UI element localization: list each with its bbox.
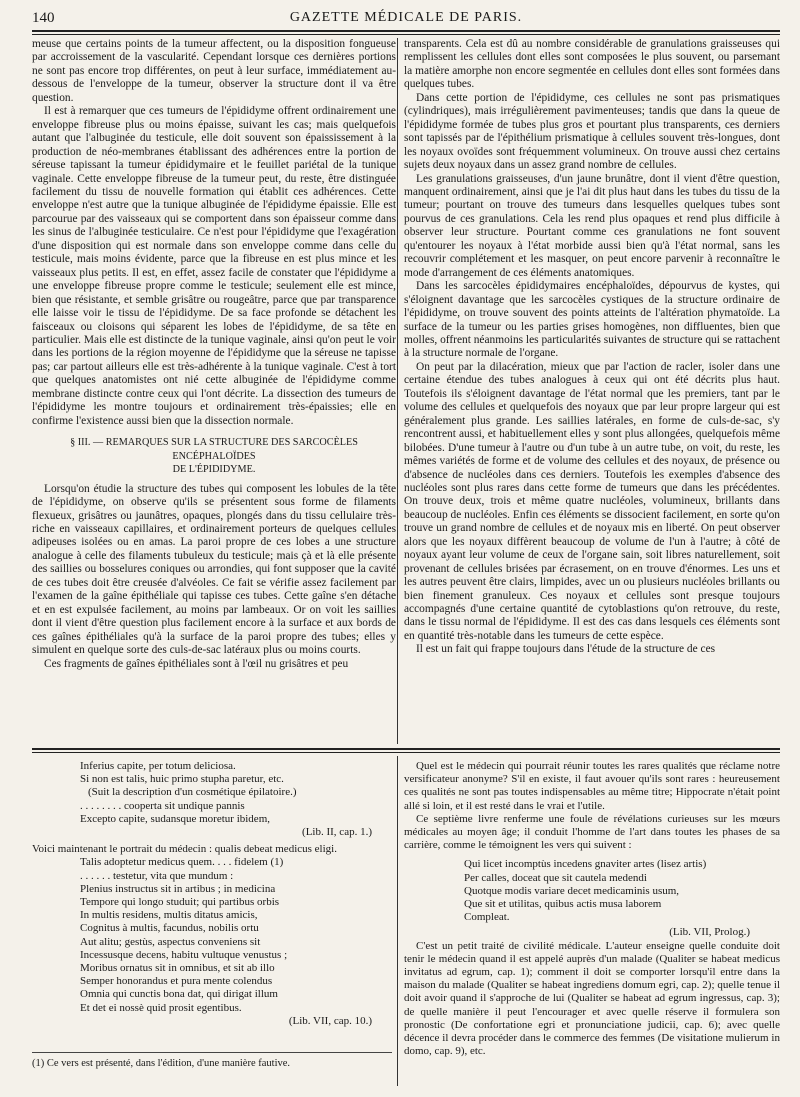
paragraph: Ce septième livre renferme une foule de révélations curieuses sur les mœurs médicales au moyen âge; il conduit l'homme de l'art dans toutes les phases de sa carrière, comme le témoignent les vers qui suivent : [404, 812, 780, 852]
verse-line: Cognitus à multis, facundus, nobilis ortu [80, 922, 259, 935]
verse-line: Quotque modis variare decet medicaminis usum, [464, 884, 680, 897]
feuilleton-left [32, 760, 392, 1030]
verse-line: . . . . . . . . cooperta sit undique pannis [80, 799, 245, 812]
feuilleton-right [404, 760, 780, 1058]
verse-line: Omnia qui cunctis bona dat, qui dirigat illum [80, 988, 278, 1001]
feuilleton-rule [32, 748, 780, 750]
verse-reference: (Lib. VII, cap. 10.) [288, 1014, 372, 1027]
paragraph: Il est à remarquer que ces tumeurs de l'épididyme offrent ordinairement une enveloppe fibreuse plus ou moins épaisse, suivant les cas; mais quelquefois autant que l'albuginée du testicule, elle doit souvent son épaississement à la production de néo-membranes établissant des adhérences entre la portion de séreuse tapissant la tumeur épididymaire et le feuillet pariétal de la tunique vaginale. Cette enveloppe fibreuse de la tumeur peut, du reste, être distinguée facilement du tissu de nouvelle formation qui établit ces adhérences. Cette enveloppe n'est autre que la tunique albuginée de l'épididyme épaissie. Elle est parcourue par des vaisseaux qui se comportent dans son épaisseur comme dans les sinus de l'albuginée testiculaire. Ce n'est pour l'épididyme que l'exagération d'une disposition qui est normale dans son enveloppe comme dans celle du testicule, mais moins évidente, parce que la fibreuse en est plus mince et les vaisseaux plus petits. Il est, en effet, assez facile de constater que l'épididyme a une enveloppe fibreuse propre comme le testicule; seulement elle est mince, bien que résistante, et semble grisâtre ou rougeâtre, parce que par transparence elle laisse voir le tissu de l'épididyme. De sa face profonde se détachent les faisceaux ou cloisons qui séparent les lobes de l'épididyme, de sa tête en particulier. Mais elle est distincte de la tunique vaginale, ainsi qu'on peut le voir dans les portions de la région moyenne de l'épididyme que la séreuse ne tapisse pas; car partout ailleurs elle est très-adhérente à la tunique vaginale. C'est à tort que quelques anatomistes ont nié cette albuginée de l'épididyme comme membrane distincte contre ceux qui l'ont décrite. La dissection des tumeurs de l'épididyme les montre toujours et ordinairement très-épaissies; elle en confirme l'existence aussi bien que la dissection normale. [32, 105, 396, 427]
journal-title: GAZETTE MÉDICALE DE PARIS. [289, 10, 523, 25]
footnote: (1) Ce vers est présenté, dans l'édition, d'une manière fautive. [32, 1058, 291, 1069]
feuilleton-divider [397, 756, 398, 1086]
paragraph: meuse que certains points de la tumeur affectent, ou la disposition fongueuse par accroissement de la vascularité. Cependant lorsque ces dernières portions ne sont pas encore trop différentes, on peut à leur surface, immédiatement au-dessous de l'enveloppe de la tumeur, observer la structure dont il va être question. [32, 38, 396, 104]
paragraph: Ces fragments de gaînes épithéliales sont à l'œil nu grisâtres et peu [44, 657, 349, 670]
verse-line: Inferius capite, per totum deliciosa. [80, 760, 236, 772]
footnote-rule [32, 1052, 392, 1053]
paragraph: Quel est le médecin qui pourrait réunir toutes les rares qualités que réclame notre versificateur anonyme? S'il en existe, il faut avouer qu'ils sont rares : heureusement ces qualités ne sont pas toutes indispensables au même titre; Hippocrate n'était point allé si loin, et il est resté dans le vrai et l'utile. [404, 760, 780, 812]
verse-line: Moribus ornatus sit in omnibus, et sit ab illo [80, 962, 275, 975]
verse-reference: (Lib. II, cap. 1.) [302, 826, 372, 839]
paragraph: Dans les sarcocèles épididymaires encéphaloïdes, dépourvus de kystes, qui s'éloignent davantage que les sarcocèles cystiques de la structure ordinaire de l'épididyme, on trouve souvent des points atteints de l'altération phymatoïde. La surface de la tumeur ou les parties grises homogènes, non diffluentes, bien que molles, offrent néanmoins les particularités suivantes de structure qui se rattachent à la structure normale de l'organe. [404, 280, 780, 360]
section-heading-line: § III. — REMARQUES SUR LA STRUCTURE DES SARCOCÈLES ENCÉPHALOÏDES [70, 437, 358, 462]
paragraph: On peut par la dilacération, mieux que par l'action de racler, isoler dans une certaine étendue des tubes analogues à ceux qui ont été décrits plus haut. Toutefois ils s'éloignent davantage de l'état normal que les premiers, tant par le volume des cellules et quelquefois des noyaux que par leur propre largeur qui est généralement plus grande. Les saillies latérales, en forme de culs-de-sac, s'y rencontrent aussi, et habituellement elles y sont plus allongées, quelquefois même bilobées. D'une tumeur à l'autre ou d'un tube à un autre tube, on voit, du reste, les mêmes variétés de forme et de volume des cellules et des noyaux, de présence ou d'absence de nucléoles dans ces derniers. Toutefois les exemples d'absence des nucléoles sont plus rares dans cette forme de tumeurs que dans les précédentes. On trouve deux, trois et même quatre nucléoles, volumineux, brillants dans beaucoup de nucléoles. Enfin ces éléments se dissocient facilement, en sorte qu'on trouve un grand nombre de cellules et de noyaux mis en liberté. On peut observer alors que les noyaux diffèrent beaucoup de volume de l'un à l'autre; à côté de noyaux ayant leur volume de ceux de l'organe sain, soit libres naturellement, soit provenant de cellules brisées par écrasement, on en trouve d'énormes. Les uns et les autres peuvent être clairs, limpides, avec un ou plusieurs nucléoles brillants ou bien finement granuleux. Ces noyaux et cellules sont presque toujours accompagnés d'une certaine quantité de cytoblastions qu'on retrouve, du reste, dans le tissu normal de l'épididyme. Il est des cas dans lesquels ces éléments sont en quantité très-notable dans les tumeurs de cette espèce. [404, 360, 780, 642]
verse-line: Voici maintenant le portrait du médecin : qualis debeat medicus eligi. [32, 843, 337, 856]
header-rule [32, 30, 780, 32]
column-divider [397, 38, 398, 744]
verse-line: Incessusque decens, habitu vultuque venustus ; [80, 948, 288, 961]
paragraph: Les granulations graisseuses, d'un jaune brunâtre, dont il vient d'être question, manquent ordinairement, ainsi que je l'ai dit plus haut dans les tubes du tissu de la tumeur; pourtant on trouve des tumeurs dans lesquelles quelques tubes sont pourvus de ces granulations. Cela les rend plus opaques et rend plus difficile à observer leur structure. Pourtant comme ces granulations ne font souvent qu'entourer les noyaux à l'état morbide aussi bien qu'à l'état normal, sans les recouvrir complétement et les masquer, on peut encore parvenir à reconnaître le mode d'arrangement de ces éléments anatomiques. [404, 172, 780, 279]
verse-line: Tempore qui longo studuit; qui partibus orbis [80, 896, 280, 909]
verse-line: Qui licet incomptùs incedens gnaviter artes (lisez artis) [464, 858, 707, 871]
paragraph: C'est un petit traité de civilité médicale. L'auteur enseigne quelle conduite doit tenir le médecin quand il est appelé auprès d'un malade (Qualiter se habeat medicus invitatus ad egrum, cap. 1); comment il doit se comporter lorsqu'il entre dans la maison du malade (Qualiter se habeat ingrediens domum egri, cap. 2); quelle tenue il doit avoir quand il s'approche de lui (Qualiter se habeat ad egrum ingressus, cap. 3); de quelle manière il peut l'encourager et avec quelle réserve il formulera son pronostic (De confortatione egri et pronunciatione judicii, cap. 6); avec quelle décence il devra procéder dans le commerce des femmes (De visitatione mulierum in domo, cap. 9), etc. [404, 939, 780, 1058]
paragraph: Dans cette portion de l'épididyme, ces cellules ne sont pas prismatiques (cylindriques), mais irrégulièrement pavimenteuses; tandis que dans la queue de l'épididyme formée de tubes plus gros et pourtant plus transparents, ces derniers sont tapissés par de l'épithélium prismatique à cellules souvent très-longues, dont les noyaux ovoïdes sont fréquemment volumineux. On trouve aussi chez certains sujets deux noyaux dans un assez grand nombre de cellules. [404, 91, 780, 172]
verse-line: Compleat. [464, 911, 510, 924]
verse-line: Si non est talis, huic primo stupha paretur, etc. [80, 773, 284, 786]
verse-block [464, 858, 780, 924]
paragraph: Lorsqu'on étudie la structure des tubes qui composent les lobules de la tête de l'épididyme, on observe qu'ils se présentent sous forme de filaments flexueux, grisâtres ou jaunâtres, opaques, plongés dans du tissu cellulaire très-riche en vaisseaux capillaires, et ordinairement porteurs de quelques cellules adipeuses isolées ou en amas. La paroi propre de ces lobes a une structure analogue à celle des filaments tubuleux du testicule; mais çà et là elle présente des saillies ou bosselures coniques ou arrondies, qui font supposer que la cavité de ces tubes doit être creusée d'alvéoles. Ce fait se vérifie assez facilement par l'examen de la gaîne épithéliale qui tapisse ces tubes. Cette gaîne s'en détache et en est expulsée facilement, au moins par lambeaux. Or on voit les saillies dont il vient d'être question plus facilement encore à la surface et aux bords de ces gaînes épithéliales qu'à la surface de la paroi propre des tubes; elles y simulent en quelque sorte des culs-de-sac latéraux plus ou moins courts. [32, 482, 396, 657]
paragraph: Il est un fait qui frappe toujours dans l'étude de la structure de ces [416, 643, 716, 656]
verse-line: Per calles, doceat que sit cautela medendi [464, 871, 647, 884]
verse-line: Que sit et utilitas, quibus actis musa laborem [464, 898, 662, 911]
verse-reference: (Lib. VII, Prolog.) [669, 926, 750, 939]
verse-line: . . . . . . testetur, vita que mundum : [80, 869, 234, 882]
paragraph: transparents. Cela est dû au nombre considérable de granulations graisseuses qui remplissent les cellules dont elles sont composées le plus souvent, ou parsemant la matière amorphe non encore segmentée en cellules dont elles sont formées dans quelques tubes. [404, 38, 780, 91]
section-heading-line: DE L'ÉPIDIDYME. [172, 464, 256, 476]
page-number: 140 [32, 10, 55, 26]
verse-line: Talis adoptetur medicus quem. . . . fidelem (1) [80, 856, 284, 869]
verse-line: Excepto capite, sudansque moretur ibidem, [80, 812, 270, 825]
verse-line: In multis residens, multis ditatus amicis, [80, 909, 258, 922]
section-heading [32, 436, 396, 477]
right-column [404, 38, 780, 657]
left-column [32, 38, 396, 671]
feuilleton-rule-thin [32, 752, 780, 753]
verse-line: Aut alitu; gestùs, aspectus conveniens sit [80, 935, 261, 948]
verse-line: (Suit la description d'un cosmétique épilatoire.) [88, 786, 297, 799]
verse-line: Et det ei nossè quid prosit egentibus. [80, 1001, 242, 1014]
verse-line: Plenius instructus sit in artibus ; in medicina [80, 882, 276, 895]
page-header [32, 8, 780, 32]
header-rule-thin [32, 34, 780, 35]
verse-line: Semper honorandus et pura mente colendus [80, 975, 273, 988]
